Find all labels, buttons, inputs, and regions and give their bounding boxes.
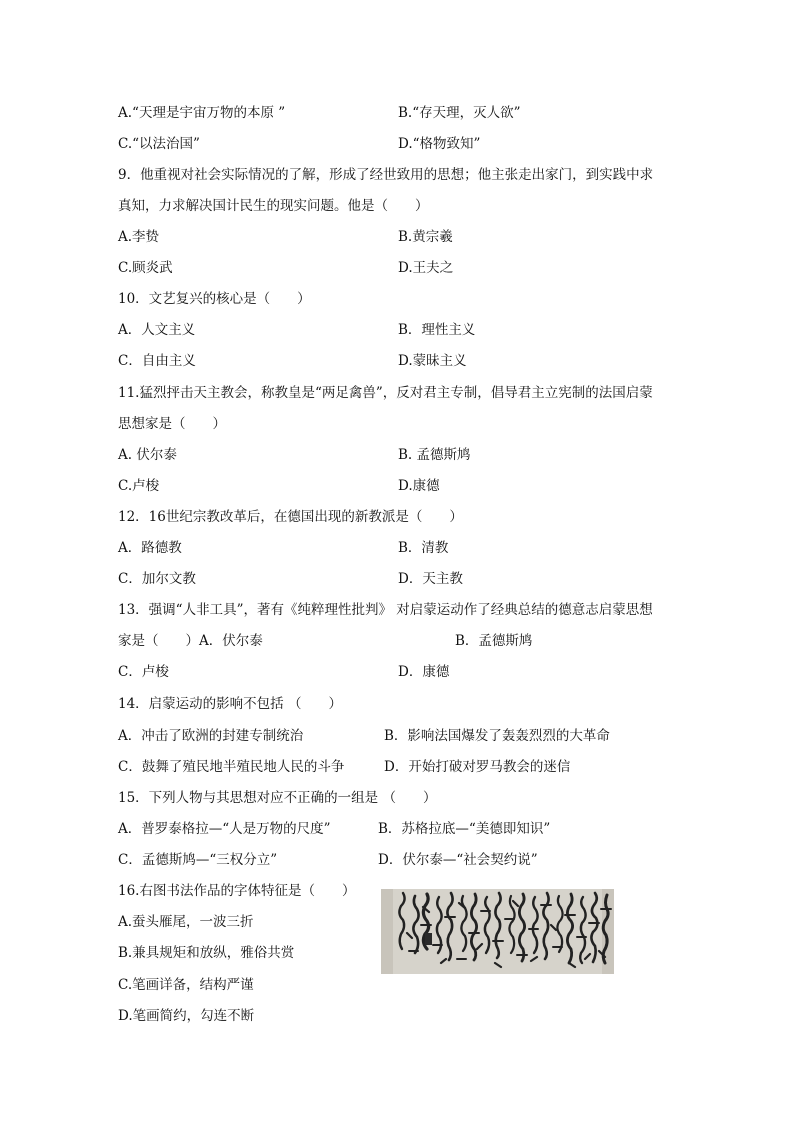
- q14-option-b[interactable]: B．影响法国爆发了轰轰烈烈的大革命: [384, 728, 610, 744]
- q9-option-b[interactable]: B.黄宗羲: [398, 229, 453, 245]
- q13-option-c[interactable]: C．卢梭: [118, 664, 169, 680]
- q13-stem-line2[interactable]: 家是（ ）A．伏尔泰: [118, 633, 263, 649]
- q8-option-d[interactable]: D.“格物致知”: [398, 136, 481, 152]
- q9-option-d[interactable]: D.王夫之: [398, 260, 454, 276]
- q16-option-c[interactable]: C.笔画详备，结构严谨: [118, 977, 254, 993]
- q13-option-d[interactable]: D．康德: [398, 664, 450, 680]
- q13-stem-line1: 13．强调“人非工具”，著有《纯粹理性批判》 对启蒙运动作了经典总结的德意志启蒙思想: [118, 602, 653, 618]
- q11-stem-line2: 思想家是（ ）: [118, 416, 226, 432]
- q16-stem: 16.右图书法作品的字体特征是（ ）: [118, 883, 356, 899]
- q13-option-b[interactable]: B．孟德斯鸠: [455, 633, 533, 649]
- q15-option-a[interactable]: A．普罗泰格拉—“人是万物的尺度”: [118, 821, 331, 837]
- q11-stem-line1: 11.猛烈抨击天主教会，称教皇是“两足禽兽”，反对君主专制，倡导君主立宪制的法国启蒙: [118, 385, 653, 401]
- q12-option-a[interactable]: A．路德教: [118, 540, 182, 556]
- q15-option-d[interactable]: D．伏尔泰—“社会契约说”: [378, 852, 538, 868]
- q12-stem: 12．16世纪宗教改革后，在德国出现的新教派是（ ）: [118, 509, 463, 525]
- q9-option-a[interactable]: A.李贽: [118, 229, 160, 245]
- q8-option-a[interactable]: A.“天理是宇宙万物的本原 ”: [118, 105, 286, 121]
- q12-option-c[interactable]: C．加尔文教: [118, 571, 196, 587]
- q11-option-c[interactable]: C.卢梭: [118, 478, 160, 494]
- q12-option-d[interactable]: D．天主教: [398, 571, 463, 587]
- q11-option-a[interactable]: A. 伏尔泰: [118, 447, 177, 463]
- calligraphy-image: [381, 889, 614, 974]
- q10-option-c[interactable]: C．自由主义: [118, 353, 196, 369]
- q11-option-b[interactable]: B. 孟德斯鸠: [398, 447, 471, 463]
- q15-option-c[interactable]: C．孟德斯鸠—“三权分立”: [118, 852, 278, 868]
- q11-option-d[interactable]: D.康德: [398, 478, 440, 494]
- q16-option-b[interactable]: B.兼具规矩和放纵，雅俗共赏: [118, 945, 295, 961]
- q16-option-d[interactable]: D.笔画简约，勾连不断: [118, 1008, 255, 1024]
- q10-stem: 10．文艺复兴的核心是（ ）: [118, 291, 311, 307]
- q9-stem-line2: 真知，力求解决国计民生的现实问题。他是（ ）: [118, 198, 429, 214]
- q14-option-a[interactable]: A．冲击了欧洲的封建专制统治: [118, 728, 304, 744]
- q9-option-c[interactable]: C.顾炎武: [118, 260, 173, 276]
- q15-stem: 15．下列人物与其思想对应不正确的一组是 （ ）: [118, 790, 437, 806]
- q10-option-d[interactable]: D.蒙昧主义: [398, 353, 467, 369]
- q14-stem: 14．启蒙运动的影响不包括 （ ）: [118, 696, 342, 712]
- q10-option-b[interactable]: B．理性主义: [398, 322, 476, 338]
- q8-option-b[interactable]: B.“存天理，灭人欲”: [398, 105, 521, 121]
- q14-option-c[interactable]: C．鼓舞了殖民地半殖民地人民的斗争: [118, 759, 345, 775]
- q10-option-a[interactable]: A．人文主义: [118, 322, 196, 338]
- q16-option-a[interactable]: A.蚕头雁尾，一波三折: [118, 914, 254, 930]
- q9-stem-line1: 9．他重视对社会实际情况的了解，形成了经世致用的思想；他主张走出家门，到实践中求: [118, 167, 654, 183]
- q14-option-d[interactable]: D．开始打破对罗马教会的迷信: [384, 759, 571, 775]
- q15-option-b[interactable]: B．苏格拉底—“美德即知识”: [378, 821, 551, 837]
- calligraphy-strokes: [381, 889, 614, 974]
- q12-option-b[interactable]: B．清教: [398, 540, 449, 556]
- q8-option-c[interactable]: C.“以法治国”: [118, 136, 200, 152]
